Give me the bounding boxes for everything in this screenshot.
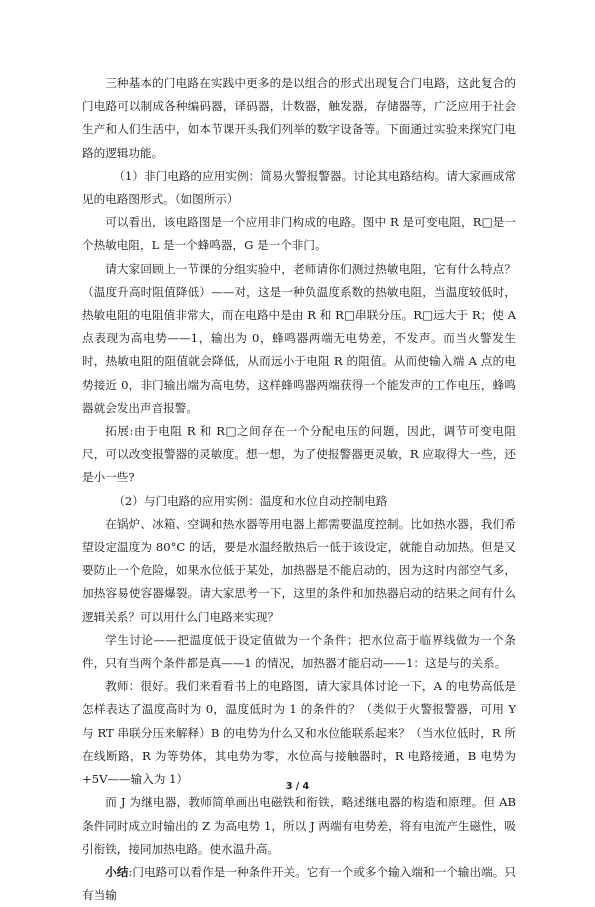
- paragraph-summary: [82, 861, 516, 907]
- summary-label: 小结: [105, 864, 129, 879]
- paragraph-circuit-description: 可以看出，该电路图是一个应用非门构成的电路。图中 R 是可变电阻，R□是一个热敏电阻，L 是一个蜂鸣器，G 是一个非门。: [82, 215, 516, 253]
- paragraph-temperature-control: 在锅炉、冰箱、空调和热水器等用电器上都需要温度控制。比如热水器，我们希望设定温度为 80°C 的话，要是水温经散热后一低于该设定，就能自动加热。但是又要防止一个危险，如果水位低于某处，加热器是不能启动的，因为这时内部空气多，加热容易使容器爆裂。请大家思考一下，这里的条件和加热器启动的结果之间有什么逻辑关系？可以用什么门电路来实现？: [82, 516, 516, 624]
- paragraph-and-gate-heading: （2）与门电路的应用实例：温度和水位自动控制电路: [113, 493, 388, 508]
- paragraph-student-discussion: 学生讨论——把温度低于设定值做为一个条件；把水位高于临界线做为一个条件，只有当两个条件都是真——1 的情况，加热器才能启动——1：这是与的关系。: [82, 632, 516, 671]
- paragraph-thermistor: 请大家回顾上一节课的分组实验中，老师请你们测过热敏电阻，它有什么特点？（温度升高时阻值降低）——对，这是一种负温度系数的热敏电阻，当温度较低时，热敏电阻的电阻值非常大，而在电路中是由 R 和 R□串联分压。R□远大于 R；使 A 点表现为高电势——1，输出为 0，蜂鸣器两端无电势差，不发声。而当火警发生时，热敏电阻的阻值就会降低，从而远小于电阻 R 的阻值。从而使输入端 A 点的电势接近 0，非门输出端为高电势，这样蜂鸣器两端获得一个能发声的工作电压，蜂鸣器就会发出声音报警。: [82, 261, 516, 415]
- paragraph-intro: 三种基本的门电路在实践中更多的是以组合的形式出现复合门电路，这此复合的门电路可以制成各种编码器，译码器，计数器，触发器，存储器等，广泛应用于社会生产和人们生活中，如本节课开头我们列举的数字设备等。下面通过实验来探究门电路的逻辑功能。: [82, 76, 516, 160]
- summary-text: :门电路可以看作是一种条件开关。它有一个或多个输入端和一个输出端。只有当输: [82, 864, 516, 903]
- paragraph-extension: 拓展:由于电阻 R 和 R□之间存在一个分配电压的问题，因此，调节可变电阻尺，可以改变报警器的灵敏度。想一想，为了使报警器更灵敏，R 应取得大一些，还是小一些?: [82, 424, 516, 485]
- paragraph-teacher: 教师：很好。我们来看看书上的电路图，请大家具体讨论一下，A 的电势高低是怎样表达了温度高时为 0，温度低时为 1 的条件的？（类似于火警报警器，可用 Y 与 RT 串联分压来解释）B 的电势为什么又和水位能联系起来？（当水位低时，R 所在线断路，R 为等势体，其电势为零，水位高与接触器时，R 电路接通，B 电势为+5V——输入为 1）: [82, 679, 516, 787]
- paragraph-relay: 而 J 为继电器，教师简单画出电磁铁和衔铁，略述继电器的构造和原理。但 AB 条件同时成立时输出的 Z 为高电势 1，所以 J 两端有电势差，将有电流产生磁性，吸引衔铁，接同加热电路。使水温升高。: [82, 795, 516, 856]
- paragraph-not-gate-heading: （1）非门电路的应用实例：简易火警报警器。讨论其电路结构。请大家画成常见的电路图形式。（如图所示）: [82, 168, 516, 207]
- page-number: 3 / 4: [285, 781, 310, 792]
